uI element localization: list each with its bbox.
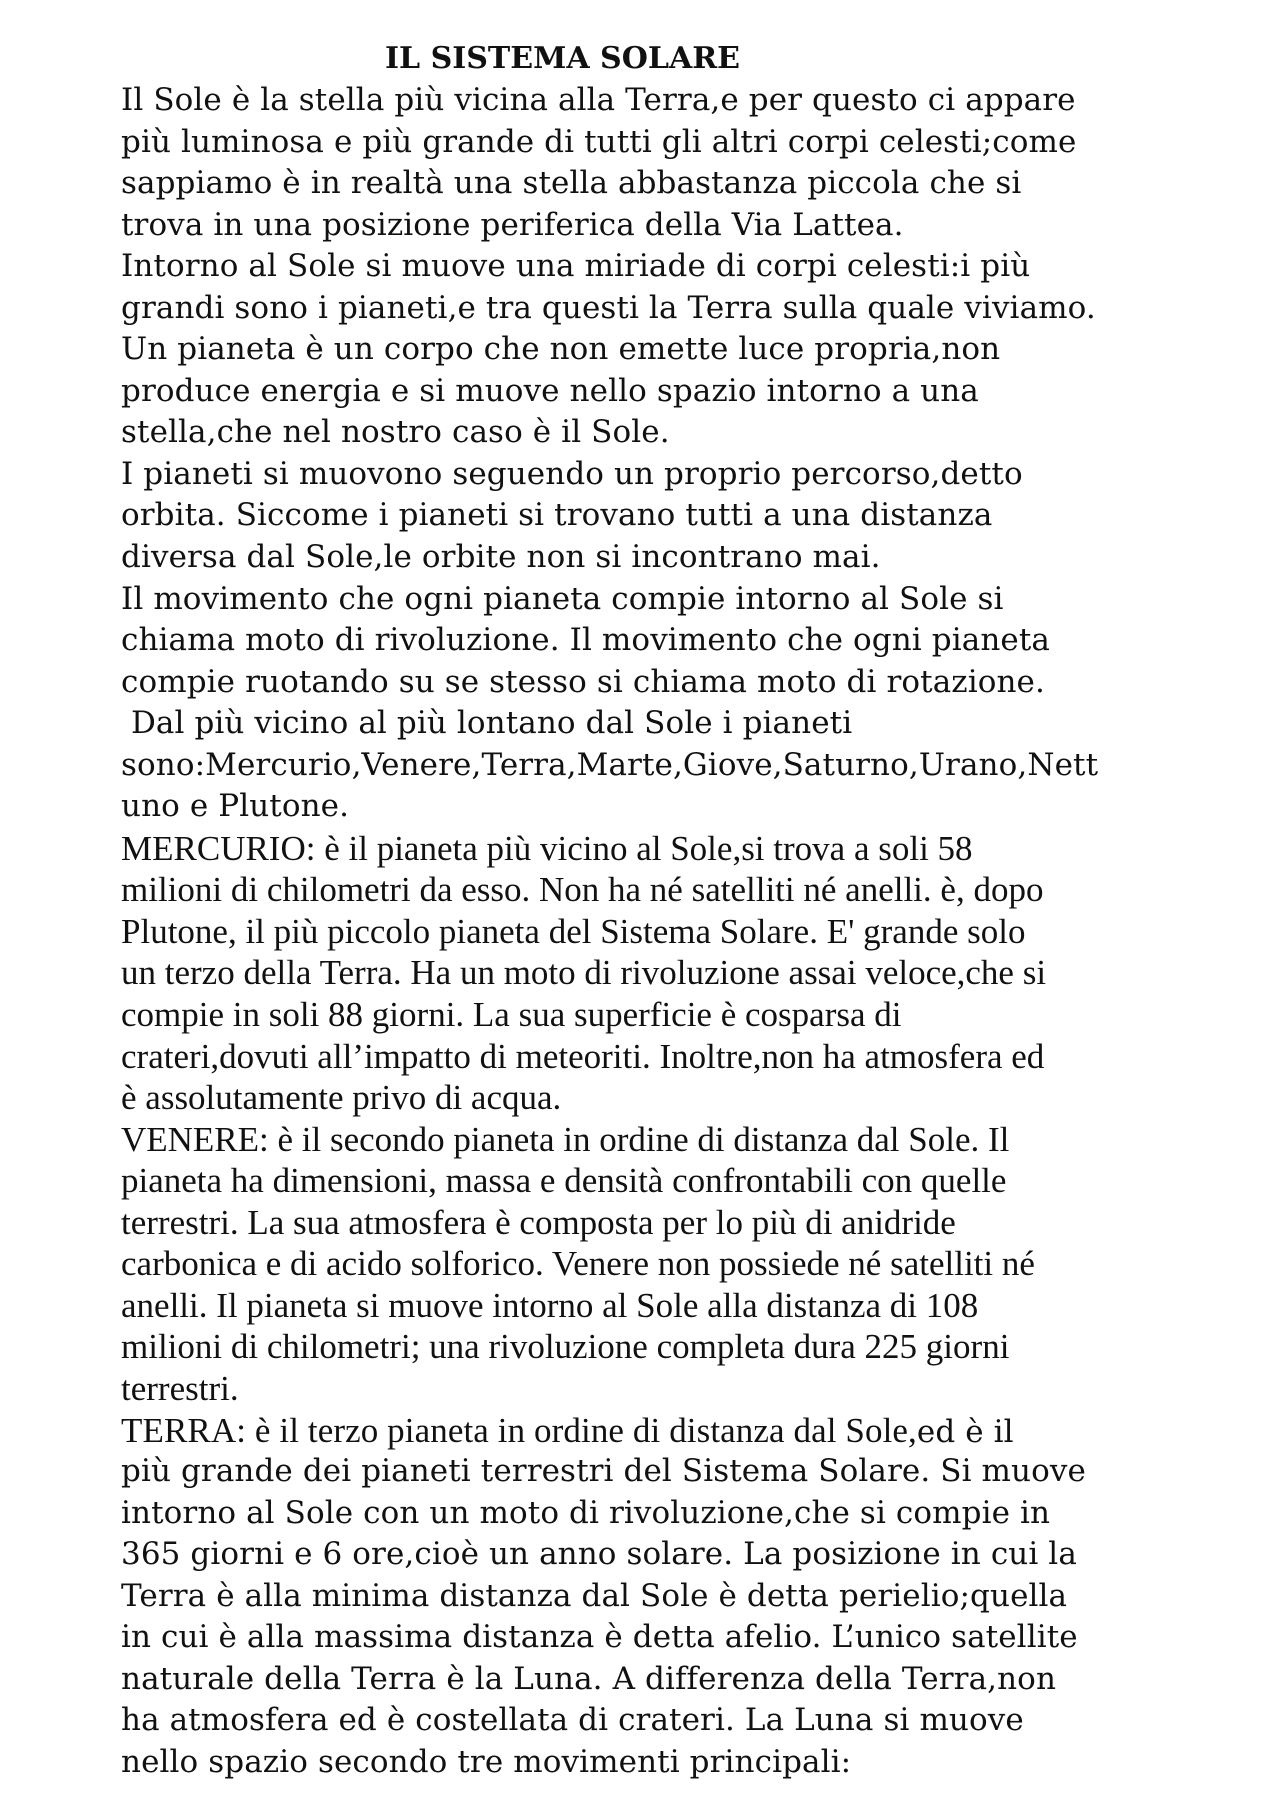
text-line [121, 1410, 1241, 1452]
text-line: chiama moto di rivoluzione. Il movimento che ogni pianeta [121, 622, 1050, 659]
text-line: è assolutamente privo di acqua. [121, 1078, 562, 1118]
text-line: Terra è alla minima distanza dal Sole è detta perielio;quella [121, 1577, 1068, 1614]
text-line: produce energia e si muove nello spazio intorno a una [121, 372, 979, 409]
document-page [121, 38, 1241, 1783]
text-line: compie ruotando su se stesso si chiama moto di rotazione. [121, 663, 1045, 700]
text-line: diversa dal Sole,le orbite non si incontrano mai. [121, 539, 881, 576]
text-line: più grande dei pianeti terrestri del Sistema Solare. Si muove [121, 1453, 1086, 1490]
text-line: intorno al Sole con un moto di rivoluzione,che si compie in [121, 1494, 1051, 1531]
text-line: carbonica e di acido solforico. Venere non possiede né satelliti né [121, 1244, 1035, 1284]
text-line: trova in una posizione periferica della Via Lattea. [121, 206, 904, 243]
text-line: anelli. Il pianeta si muove intorno al Sole alla distanza di 108 [121, 1285, 979, 1325]
text-line: un terzo della Terra. Ha un moto di rivoluzione assai veloce,che si [121, 953, 1047, 993]
text-line: Intorno al Sole si muove una miriade di corpi celesti:i più [121, 248, 1031, 285]
text-line: milioni di chilometri da esso. Non ha né satelliti né anelli. è, dopo [121, 870, 1044, 910]
text-line: compie in soli 88 giorni. La sua superficie è cosparsa di [121, 995, 902, 1035]
text-line: Dal più vicino al più lontano dal Sole i pianeti [121, 705, 853, 742]
text-line: orbita. Siccome i pianeti si trovano tutti a una distanza [121, 497, 993, 534]
text-line: I pianeti si muovono seguendo un proprio percorso,detto [121, 455, 1023, 492]
text-line: più luminosa e più grande di tutti gli altri corpi celesti;come [121, 123, 1077, 160]
text-line: milioni di chilometri; una rivoluzione completa dura 225 giorni [121, 1327, 1010, 1367]
text-line: ha atmosfera ed è costellata di crateri. La Luna si muove [121, 1702, 1024, 1739]
text-line: naturale della Terra è la Luna. A differenza della Terra,non [121, 1660, 1057, 1697]
text-line: Il Sole è la stella più vicina alla Terra,e per questo ci appare [121, 82, 1076, 118]
text-line: pianeta ha dimensioni, massa e densità confrontabili con quelle [121, 1161, 1007, 1201]
text-line: Un pianeta è un corpo che non emette luce propria,non [121, 331, 1001, 368]
text-line: Plutone, il più piccolo pianeta del Sistema Solare. E' grande solo [121, 911, 1026, 951]
text-line: terrestri. La sua atmosfera è composta per lo più di anidride [121, 1202, 956, 1242]
text-line: sono:Mercurio,Venere,Terra,Marte,Giove,Saturno,Urano,Nett [121, 746, 1099, 783]
text-line: VENERE: è il secondo pianeta in ordine di distanza dal Sole. Il [121, 1119, 1010, 1159]
text-line: 365 giorni e 6 ore,cioè un anno solare. La posizione in cui la [121, 1536, 1077, 1573]
text-line-segment: ed è il [916, 1413, 1014, 1450]
text-line: grandi sono i pianeti,e tra questi la Terra sulla quale viviamo. [121, 289, 1096, 326]
document-body [121, 80, 1241, 1783]
text-line: in cui è alla massima distanza è detta afelio. L’unico satellite [121, 1619, 1078, 1656]
text-line: stella,che nel nostro caso è il Sole. [121, 414, 670, 451]
text-line: sappiamo è in realtà una stella abbastanza piccola che si [121, 165, 1022, 202]
document-title: IL SISTEMA SOLARE [385, 41, 741, 76]
text-line: uno e Plutone. [121, 788, 350, 825]
text-line: crateri,dovuti all’impatto di meteoriti. Inoltre,non ha atmosfera ed [121, 1036, 1045, 1076]
text-line: MERCURIO: è il pianeta più vicino al Sole,si trova a soli 58 [121, 828, 973, 868]
text-line: Il movimento che ogni pianeta compie intorno al Sole si [121, 580, 1004, 617]
text-line: terrestri. [121, 1368, 239, 1408]
text-line: nello spazio secondo tre movimenti principali: [121, 1743, 852, 1780]
text-line-segment: TERRA: è il terzo pianeta in ordine di distanza dal Sole, [121, 1410, 917, 1450]
